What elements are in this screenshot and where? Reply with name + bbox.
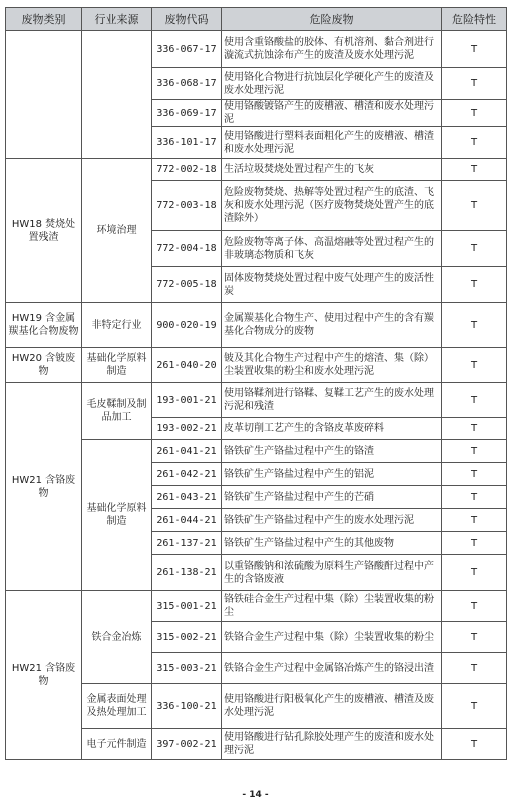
hazard-trait: T	[442, 684, 507, 729]
waste-code: 336-069-17	[152, 100, 222, 127]
waste-code: 772-003-18	[152, 181, 222, 231]
waste-code: 261-044-21	[152, 509, 222, 532]
hazard-trait: T	[442, 532, 507, 555]
source-env: 环境治理	[82, 159, 152, 303]
waste-description: 使用铬酸进行塑料表面粗化产生的废槽液、槽渣和废水处理污泥	[222, 127, 442, 159]
source-electronic: 电子元件制造	[82, 729, 152, 760]
waste-code: 772-004-18	[152, 231, 222, 267]
hazard-trait: T	[442, 418, 507, 440]
waste-description: 金属羰基化合物生产、使用过程中产生的含有羰基化合物成分的废物	[222, 303, 442, 348]
waste-description: 铬铁矿生产铬盐过程中产生的芒硝	[222, 486, 442, 509]
waste-description: 使用铬鞣剂进行铬鞣、复鞣工艺产生的废水处理污泥和残渣	[222, 383, 442, 418]
waste-code: 336-068-17	[152, 68, 222, 100]
waste-code: 397-002-21	[152, 729, 222, 760]
waste-code: 193-002-21	[152, 418, 222, 440]
hazard-trait: T	[442, 231, 507, 267]
waste-description: 铬铁矿生产铬盐过程中产生的其他废物	[222, 532, 442, 555]
waste-code: 315-001-21	[152, 591, 222, 622]
waste-code: 900-020-19	[152, 303, 222, 348]
header-category: 废物类别	[6, 8, 82, 31]
hazard-trait: T	[442, 127, 507, 159]
waste-code: 261-042-21	[152, 463, 222, 486]
hazard-trait: T	[442, 653, 507, 684]
waste-code: 772-005-18	[152, 267, 222, 303]
source-basic-chem: 基础化学原料制造	[82, 440, 152, 591]
waste-code: 315-002-21	[152, 622, 222, 653]
waste-description: 铍及其化合物生产过程中产生的熔渣、集（除）尘装置收集的粉尘和废水处理污泥	[222, 348, 442, 383]
source-metal-surface: 金属表面处理及热处理加工	[82, 684, 152, 729]
table-row	[6, 591, 507, 622]
table-row	[6, 159, 507, 181]
hazard-trait: T	[442, 303, 507, 348]
hazard-trait: T	[442, 267, 507, 303]
hazard-trait: T	[442, 348, 507, 383]
waste-description: 以重铬酸钠和浓硫酸为原料生产铬酸酐过程中产生的含铬废液	[222, 555, 442, 591]
header-waste: 危险废物	[222, 8, 442, 31]
waste-description: 皮革切削工艺产生的含铬皮革废碎料	[222, 418, 442, 440]
waste-description: 铬铁矿生产铬盐过程中产生的铬渣	[222, 440, 442, 463]
category-hw21: HW21 含铬废物	[6, 383, 82, 591]
waste-description: 铬铁矿生产铬盐过程中产生的铝泥	[222, 463, 442, 486]
hazard-trait: T	[442, 383, 507, 418]
waste-description: 铁铬合金生产过程中集（除）尘装置收集的粉尘	[222, 622, 442, 653]
waste-code: 261-040-20	[152, 348, 222, 383]
waste-description: 危险废物等离子体、高温熔融等处置过程产生的非玻璃态物质和飞灰	[222, 231, 442, 267]
hazard-trait: T	[442, 68, 507, 100]
header-trait: 危险特性	[442, 8, 507, 31]
table-row	[6, 729, 507, 760]
waste-description: 铬铁硅合金生产过程中集（除）尘装置收集的粉尘	[222, 591, 442, 622]
waste-code: 336-101-17	[152, 127, 222, 159]
waste-code: 336-067-17	[152, 31, 222, 68]
source-basic-chem: 基础化学原料制造	[82, 348, 152, 383]
category-hw19: HW19 含金属羰基化合物废物	[6, 303, 82, 348]
hazard-trait: T	[442, 100, 507, 127]
table-row	[6, 383, 507, 418]
category-cell-empty	[6, 31, 82, 159]
waste-description: 铁铬合金生产过程中金属铬冶炼产生的铬浸出渣	[222, 653, 442, 684]
waste-description: 使用铬酸镀铬产生的废槽液、槽渣和废水处理污泥	[222, 100, 442, 127]
waste-description: 生活垃圾焚烧处置过程产生的飞灰	[222, 159, 442, 181]
table-row	[6, 440, 507, 463]
hazardous-waste-table	[5, 7, 507, 760]
waste-code: 261-043-21	[152, 486, 222, 509]
category-hw18: HW18 焚烧处置残渣	[6, 159, 82, 303]
table-row	[6, 348, 507, 383]
source-cell-empty	[82, 31, 152, 159]
hazard-trait: T	[442, 591, 507, 622]
source-ferroalloy: 铁合金冶炼	[82, 591, 152, 684]
waste-description: 使用铬酸进行阳极氧化产生的废槽液、槽渣及废水处理污泥	[222, 684, 442, 729]
hazard-trait: T	[442, 555, 507, 591]
category-hw21: HW21 含铬废物	[6, 591, 82, 760]
waste-code: 193-001-21	[152, 383, 222, 418]
waste-description: 使用铬化合物进行抗蚀层化学硬化产生的废渣及废水处理污泥	[222, 68, 442, 100]
page-number: - 14 -	[242, 790, 269, 800]
waste-description: 使用铬酸进行钻孔除胶处理产生的废渣和废水处理污泥	[222, 729, 442, 760]
waste-code: 261-138-21	[152, 555, 222, 591]
table-row	[6, 684, 507, 729]
waste-description: 铬铁矿生产铬盐过程中产生的废水处理污泥	[222, 509, 442, 532]
table-row	[6, 31, 507, 68]
hazard-trait: T	[442, 463, 507, 486]
hazard-trait: T	[442, 729, 507, 760]
waste-description: 危险废物焚烧、热解等处置过程产生的底渣、飞灰和废水处理污泥（医疗废物焚烧处置产生的底渣除外）	[222, 181, 442, 231]
header-source: 行业来源	[82, 8, 152, 31]
hazard-trait: T	[442, 509, 507, 532]
source-nonspecific: 非特定行业	[82, 303, 152, 348]
category-hw20: HW20 含铍废物	[6, 348, 82, 383]
hazard-trait: T	[442, 159, 507, 181]
waste-code: 772-002-18	[152, 159, 222, 181]
hazard-trait: T	[442, 181, 507, 231]
hazard-trait: T	[442, 486, 507, 509]
table-header-row	[6, 8, 507, 31]
source-leather: 毛皮鞣制及制品加工	[82, 383, 152, 440]
waste-code: 261-137-21	[152, 532, 222, 555]
hazard-trait: T	[442, 440, 507, 463]
hazard-trait: T	[442, 622, 507, 653]
waste-code: 315-003-21	[152, 653, 222, 684]
table-row	[6, 303, 507, 348]
waste-description: 使用含重铬酸盐的胶体、有机溶剂、黏合剂进行漩流式抗蚀涂布产生的废渣及废水处理污泥	[222, 31, 442, 68]
hazard-trait: T	[442, 31, 507, 68]
waste-code: 261-041-21	[152, 440, 222, 463]
waste-description: 固体废物焚烧处置过程中废气处理产生的废活性炭	[222, 267, 442, 303]
header-code: 废物代码	[152, 8, 222, 31]
waste-code: 336-100-21	[152, 684, 222, 729]
